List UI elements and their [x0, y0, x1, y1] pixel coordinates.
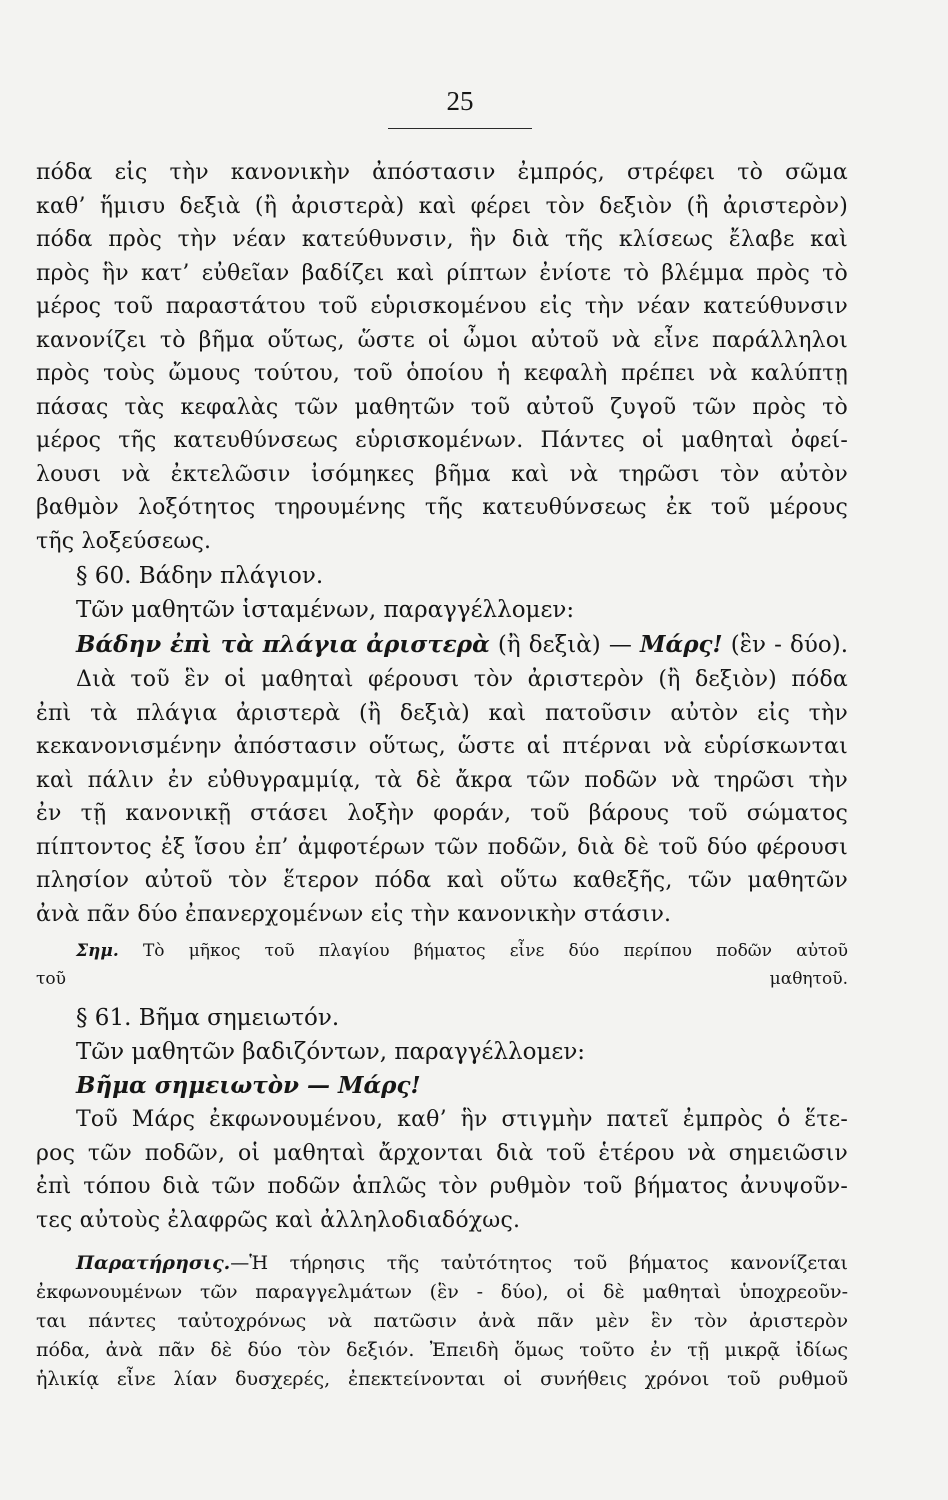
page-number: 25 [446, 86, 474, 116]
note-text: Τὸ μῆκος τοῦ πλαγίου βήματος εἶνε δύο περίπου ποδῶν αὐτοῦ [142, 941, 849, 961]
text-line: ρος τῶν ποδῶν, οἱ μαθηταὶ ἄρχονται διὰ τοῦ ἑτέρου νὰ σημειῶσιν [36, 1140, 848, 1166]
section-61-heading: § 61. Βῆμα σημειωτόν. [76, 1005, 340, 1031]
text-line: πρὸς τοὺς ὤμους τούτου, τοῦ ὁποίου ἡ κεφαλὴ πρέπει νὰ καλύπτῃ [36, 361, 848, 386]
text-line: καὶ πάλιν ἐν εὐθυγραμμίᾳ, τὰ δὲ ἄκρα τῶν ποδῶν νὰ τηρῶσι τὴν [36, 767, 848, 793]
section-60-body [36, 663, 848, 931]
text-line: ἐν τῇ κανονικῇ στάσει λοξὴν φοράν, τοῦ βάρους τοῦ σώματος [36, 801, 848, 826]
page-body [36, 156, 848, 1394]
text-line: τες αὐτοὺς ἐλαφρῶς καὶ ἀλληλοδιαδόχως. [36, 1207, 521, 1233]
text-line: κεκανονισμένην ἀπόστασιν οὕτως, ὥστε αἱ πτέρναι νὰ εὑρίσκωνται [36, 734, 848, 759]
command-mid: (ἢ δεξιὰ) — [497, 632, 632, 658]
text-line: πίπτοντος ἐξ ἴσου ἐπ’ ἀμφοτέρων τῶν ποδῶν, διὰ δὲ τοῦ δύο φέρουσι [36, 834, 848, 860]
section-61-command: Βῆμα σημειωτὸν — Μάρς! [76, 1072, 421, 1099]
text-line: πλησίον αὐτοῦ τὸν ἕτερον πόδα καὶ οὕτω καθεξῆς, τῶν μαθητῶν [36, 868, 848, 893]
text-line: πρὸς ἣν κατ’ εὐθεῖαν βαδίζει καὶ ρίπτων ἐνίοτε τὸ βλέμμα πρὸς τὸ [36, 260, 848, 286]
paragraph-continued [36, 156, 848, 558]
text-line: Τοῦ Μάρς ἐκφωνουμένου, καθ’ ἣν στιγμὴν πατεῖ ἐμπρὸς ὁ ἕτε- [76, 1107, 848, 1132]
text-line: Διὰ τοῦ ἓν οἱ μαθηταὶ φέρουσι τὸν ἀριστερὸν (ἢ δεξιὸν) πόδα [76, 667, 848, 692]
text-line: ται πάντες ταὐτοχρόνως νὰ πατῶσιν ἀνὰ πᾶν μὲν ἓν τὸν ἀριστερὸν [36, 1310, 848, 1332]
text-line: πόδα πρὸς τὴν νέαν κατεύθυνσιν, ἣν διὰ τῆς κλίσεως ἔλαβε καὶ [36, 227, 848, 252]
text-line: ἐπὶ τὰ πλάγια ἀριστερὰ (ἢ δεξιὰ) καὶ πατοῦσιν αὐτὸν εἰς τὴν [36, 700, 848, 726]
section-60-intro: Τῶν μαθητῶν ἱσταμένων, παραγγέλλομεν: [76, 597, 575, 623]
text-line: πόδα εἰς τὴν κανονικὴν ἀπόστασιν ἐμπρός, στρέφει τὸ σῶμα [36, 160, 848, 185]
command-tail: (ἓν - δύο). [730, 632, 849, 658]
observation-first-line [36, 1249, 848, 1278]
text-line: ἐπὶ τόπου διὰ τῶν ποδῶν ἁπλῶς τὸν ρυθμὸν τοῦ βήματος ἀνυψοῦν- [36, 1174, 848, 1199]
text-line: πάσας τὰς κεφαλὰς τῶν μαθητῶν τοῦ αὐτοῦ ζυγοῦ τῶν πρὸς τὸ [36, 394, 848, 420]
text-line: μέρος τῆς κατευθύνσεως εὑρισκομένων. Πάντες οἱ μαθηταὶ ὀφεί- [36, 428, 848, 453]
observation-label: Παρατήρησις. [76, 1252, 231, 1274]
section-61-body [36, 1103, 848, 1237]
text-line: κανονίζει τὸ βῆμα οὕτως, ὥστε οἱ ὦμοι αὐτοῦ νὰ εἶνε παράλληλοι [36, 327, 848, 353]
command-marс: Μάρς! [640, 631, 723, 658]
observation-text: —Ἡ τήρησις τῆς ταὐτότητος τοῦ βήματος κανονίζεται [230, 1252, 848, 1274]
text-line: πόδα, ἀνὰ πᾶν δὲ δύο τὸν δεξιόν. Ἐπειδὴ ὅμως τοῦτο ἐν τῇ μικρᾷ ἰδίως [36, 1339, 848, 1361]
text-line: μέρος τοῦ παραστάτου τοῦ εὑρισκομένου εἰς τὴν νέαν κατεύθυνσιν [36, 294, 848, 319]
text-line: ἐκφωνουμένων τῶν παραγγελμάτων (ἓν - δύο), οἱ δὲ μαθηταὶ ὑποχρεοῦν- [36, 1281, 848, 1303]
section-60-note [36, 937, 848, 965]
command-bold: Βάδην ἐπὶ τὰ πλάγια ἀριστερὰ [76, 631, 490, 658]
text-line: τῆς λοξεύσεως. [36, 528, 212, 554]
section-61-intro: Τῶν μαθητῶν βαδιζόντων, παραγγέλλομεν: [76, 1039, 586, 1065]
observation [36, 1249, 848, 1394]
text-line: λουσι νὰ ἐκτελῶσιν ἰσόμηκες βῆμα καὶ νὰ τηρῶσι τὸν αὐτὸν [36, 461, 848, 487]
header-rule [388, 128, 532, 129]
text-line: ἡλικίᾳ εἶνε λίαν δυσχερές, ἐπεκτείνονται οἱ συνήθεις χρόνοι τοῦ ρυθμοῦ [36, 1368, 848, 1390]
section-60-heading: § 60. Βάδην πλάγιον. [76, 563, 324, 589]
text-line: βαθμὸν λοξότητος τηρουμένης τῆς κατευθύνσεως ἐκ τοῦ μέρους [36, 495, 848, 520]
section-60-command [36, 627, 848, 663]
section-60-note-end: τοῦ μαθητοῦ. [36, 969, 848, 989]
text-line: ἀνὰ πᾶν δύο ἐπανερχομένων εἰς τὴν κανονικὴν στάσιν. [36, 901, 672, 927]
note-label: Σημ. [76, 941, 119, 961]
text-line: καθ’ ἥμισυ δεξιὰ (ἢ ἀριστερὰ) καὶ φέρει τὸν δεξιὸν (ἢ ἀριστερὸν) [36, 193, 848, 219]
